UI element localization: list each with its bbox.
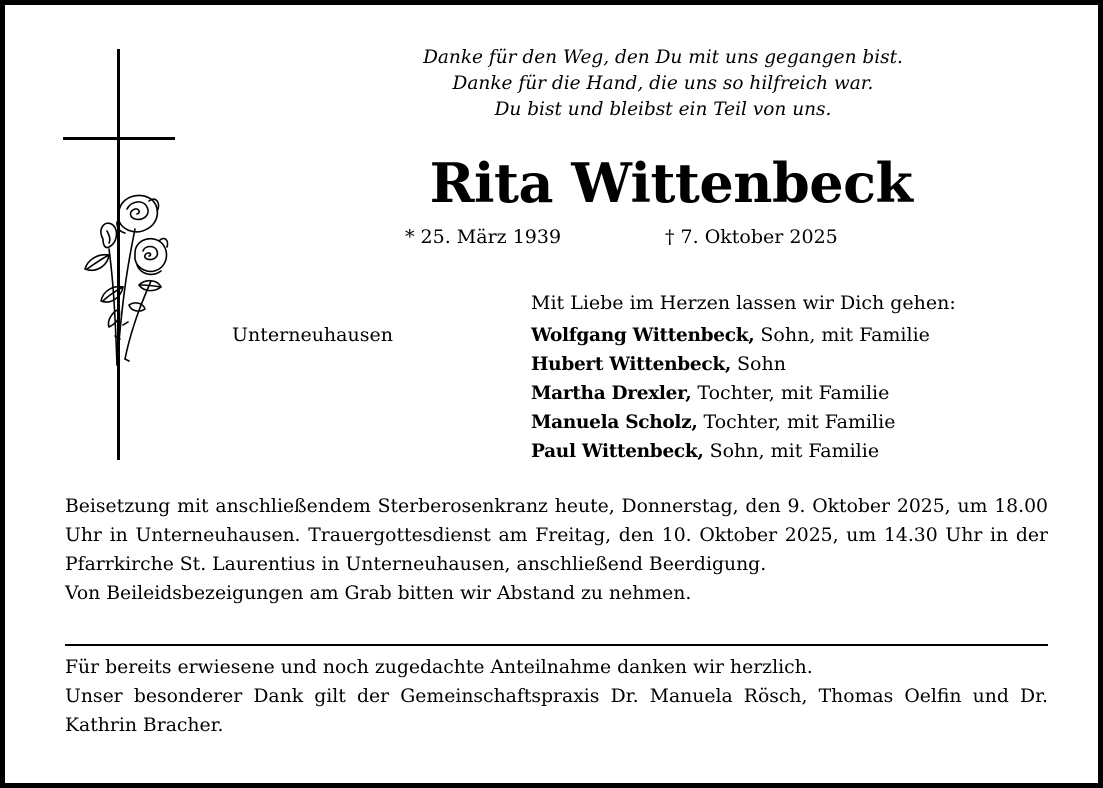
mourner-name: Wolfgang Wittenbeck, xyxy=(531,325,755,346)
mourner-row xyxy=(531,408,930,437)
birth-date: * 25. März 1939 xyxy=(405,226,562,248)
mourner-row xyxy=(531,321,930,350)
poem xyxy=(305,45,1021,123)
deceased-name: Rita Wittenbeck xyxy=(429,151,913,215)
thanks-paragraph: Unser besonderer Dank gilt der Gemeinschaftspraxis Dr. Manuela Rösch, Thomas Oelfin und Dr. Kathrin Bracher. xyxy=(65,686,1048,736)
death-date: † 7. Oktober 2025 xyxy=(665,226,838,248)
mourner-relation: Sohn xyxy=(731,353,786,375)
cross-horizontal-bar xyxy=(63,137,175,140)
mourners-list xyxy=(531,321,930,466)
place-name: Unterneuhausen xyxy=(232,324,393,346)
mourner-relation: Tochter, mit Familie xyxy=(697,411,896,433)
mourner-relation: Sohn, mit Familie xyxy=(754,324,930,346)
poem-line: Du bist und bleibst ein Teil von uns. xyxy=(494,99,832,120)
thanks-section xyxy=(65,653,1048,740)
mourner-name: Martha Drexler, xyxy=(531,383,692,404)
condolence-request: Von Beileidsbezeigungen am Grab bitten wir Abstand zu nehmen. xyxy=(65,583,692,604)
divider xyxy=(65,644,1048,646)
poem-line: Danke für den Weg, den Du mit uns gegangen bist. xyxy=(423,47,903,68)
mourner-row xyxy=(531,437,930,466)
mourner-row xyxy=(531,379,930,408)
funeral-paragraph: Beisetzung mit anschließendem Sterberosenkranz heute, Donnerstag, den 9. Oktober 2025, um 18.00 Uhr in Unterneuhausen. Trauergottesdienst am Freitag, den 10. Oktober 2025, um 14.30 Uhr in der Pfarrkirche St. Laurentius in Unterneuhausen, anschließend Beerdigung. xyxy=(65,496,1048,575)
thanks-line: Für bereits erwiesene und noch zugedachte Anteilnahme danken wir herzlich. xyxy=(65,657,813,678)
poem-line: Danke für die Hand, die uns so hilfreich war. xyxy=(452,73,874,94)
mourner-relation: Sohn, mit Familie xyxy=(703,440,880,462)
funeral-details xyxy=(65,492,1048,608)
mourner-name: Manuela Scholz, xyxy=(531,412,698,433)
mourner-name: Hubert Wittenbeck, xyxy=(531,354,731,375)
roses-icon xyxy=(79,189,175,369)
mourner-row xyxy=(531,350,930,379)
mourners-intro: Mit Liebe im Herzen lassen wir Dich gehen: xyxy=(531,292,956,314)
mourner-relation: Tochter, mit Familie xyxy=(691,382,890,404)
mourner-name: Paul Wittenbeck, xyxy=(531,441,704,462)
